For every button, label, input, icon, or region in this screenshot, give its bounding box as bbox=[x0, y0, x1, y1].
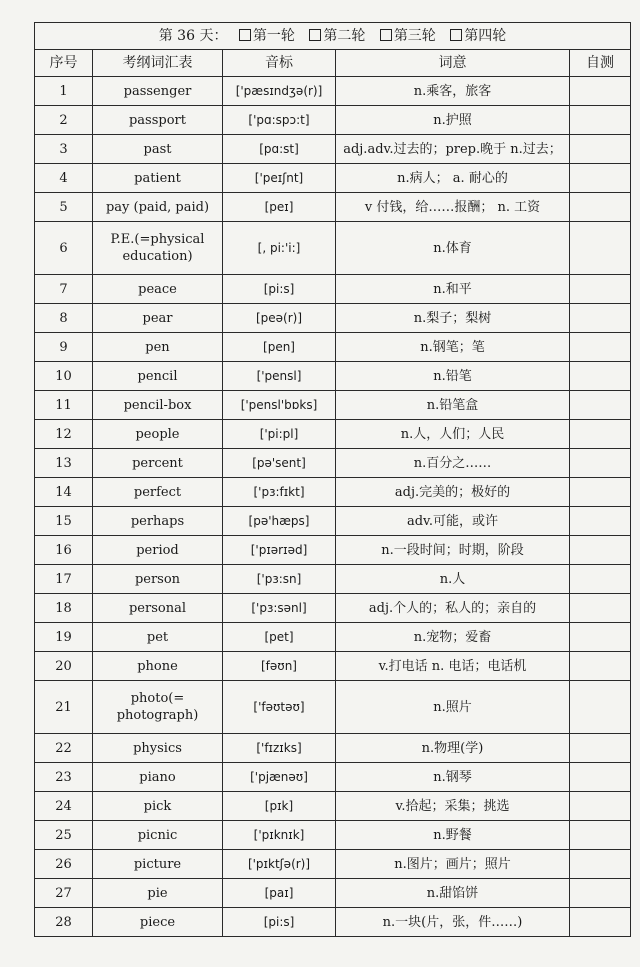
row-phonetic: [pet] bbox=[223, 623, 336, 652]
header-self-test: 自测 bbox=[570, 50, 631, 77]
row-number: 16 bbox=[35, 536, 93, 565]
table-row bbox=[35, 594, 631, 623]
table-row bbox=[35, 420, 631, 449]
row-self-test[interactable] bbox=[570, 362, 631, 391]
row-self-test[interactable] bbox=[570, 594, 631, 623]
vocabulary-sheet bbox=[34, 22, 630, 937]
row-word: passport bbox=[93, 106, 223, 135]
row-phonetic: ['pensl] bbox=[223, 362, 336, 391]
table-row bbox=[35, 77, 631, 106]
row-meaning: adj.个人的；私人的；亲自的 bbox=[336, 594, 570, 623]
row-number: 3 bbox=[35, 135, 93, 164]
row-phonetic: ['pɜ:fɪkt] bbox=[223, 478, 336, 507]
row-phonetic: ['pi:pl] bbox=[223, 420, 336, 449]
table-row bbox=[35, 304, 631, 333]
row-meaning: adj.完美的；极好的 bbox=[336, 478, 570, 507]
table-row bbox=[35, 879, 631, 908]
row-phonetic: [peɪ] bbox=[223, 193, 336, 222]
row-word: perfect bbox=[93, 478, 223, 507]
row-number: 2 bbox=[35, 106, 93, 135]
row-word: phone bbox=[93, 652, 223, 681]
table-row bbox=[35, 106, 631, 135]
row-phonetic: ['peɪʃnt] bbox=[223, 164, 336, 193]
row-word: past bbox=[93, 135, 223, 164]
row-number: 7 bbox=[35, 275, 93, 304]
row-word: period bbox=[93, 536, 223, 565]
table-row bbox=[35, 792, 631, 821]
row-self-test[interactable] bbox=[570, 275, 631, 304]
table-row bbox=[35, 391, 631, 420]
row-meaning: n.物理(学) bbox=[336, 734, 570, 763]
row-word: pie bbox=[93, 879, 223, 908]
row-word: person bbox=[93, 565, 223, 594]
row-phonetic: [pi:s] bbox=[223, 275, 336, 304]
row-phonetic: [pɑ:st] bbox=[223, 135, 336, 164]
row-self-test[interactable] bbox=[570, 763, 631, 792]
table-row bbox=[35, 652, 631, 681]
row-number: 21 bbox=[35, 681, 93, 734]
row-phonetic: [paɪ] bbox=[223, 879, 336, 908]
row-phonetic: ['pɑ:spɔ:t] bbox=[223, 106, 336, 135]
row-word: pet bbox=[93, 623, 223, 652]
row-word: pen bbox=[93, 333, 223, 362]
row-self-test[interactable] bbox=[570, 850, 631, 879]
table-row bbox=[35, 623, 631, 652]
header-row bbox=[35, 50, 631, 77]
row-self-test[interactable] bbox=[570, 792, 631, 821]
row-meaning: n.乘客，旅客 bbox=[336, 77, 570, 106]
row-word: physics bbox=[93, 734, 223, 763]
row-word: personal bbox=[93, 594, 223, 623]
row-number: 5 bbox=[35, 193, 93, 222]
row-phonetic: [pɪk] bbox=[223, 792, 336, 821]
row-self-test[interactable] bbox=[570, 623, 631, 652]
row-self-test[interactable] bbox=[570, 420, 631, 449]
row-number: 12 bbox=[35, 420, 93, 449]
row-self-test[interactable] bbox=[570, 135, 631, 164]
row-meaning: n.梨子；梨树 bbox=[336, 304, 570, 333]
table-row bbox=[35, 507, 631, 536]
row-meaning: n.铅笔盒 bbox=[336, 391, 570, 420]
row-meaning: n.钢琴 bbox=[336, 763, 570, 792]
row-self-test[interactable] bbox=[570, 391, 631, 420]
row-phonetic: ['pɪknɪk] bbox=[223, 821, 336, 850]
row-phonetic: ['pɜ:sn] bbox=[223, 565, 336, 594]
row-self-test[interactable] bbox=[570, 478, 631, 507]
row-meaning: n.体育 bbox=[336, 222, 570, 275]
table-title bbox=[35, 23, 631, 50]
round-checkbox-1[interactable]: 第一轮 bbox=[239, 28, 295, 44]
row-meaning: n.护照 bbox=[336, 106, 570, 135]
row-number: 27 bbox=[35, 879, 93, 908]
row-meaning: adj.adv.过去的；prep.晚于 n.过去； bbox=[336, 135, 570, 164]
table-row bbox=[35, 362, 631, 391]
row-number: 4 bbox=[35, 164, 93, 193]
header-word: 考纲词汇表 bbox=[93, 50, 223, 77]
row-number: 17 bbox=[35, 565, 93, 594]
row-self-test[interactable] bbox=[570, 304, 631, 333]
header-meaning: 词意 bbox=[336, 50, 570, 77]
table-row bbox=[35, 135, 631, 164]
row-self-test[interactable] bbox=[570, 449, 631, 478]
round-checkbox-3[interactable]: 第三轮 bbox=[380, 28, 436, 44]
row-meaning: n.宠物；爱畜 bbox=[336, 623, 570, 652]
row-meaning: n.钢笔；笔 bbox=[336, 333, 570, 362]
table-body bbox=[35, 77, 631, 937]
row-number: 9 bbox=[35, 333, 93, 362]
row-self-test[interactable] bbox=[570, 879, 631, 908]
table-row bbox=[35, 478, 631, 507]
row-meaning: n.一段时间；时期，阶段 bbox=[336, 536, 570, 565]
row-phonetic: ['pæsɪndʒə(r)] bbox=[223, 77, 336, 106]
row-meaning: n.照片 bbox=[336, 681, 570, 734]
table-row bbox=[35, 536, 631, 565]
row-word: pay (paid, paid) bbox=[93, 193, 223, 222]
row-word: pick bbox=[93, 792, 223, 821]
row-meaning: v 付钱，给……报酬； n. 工资 bbox=[336, 193, 570, 222]
table-row bbox=[35, 681, 631, 734]
row-word: passenger bbox=[93, 77, 223, 106]
row-phonetic: [peə(r)] bbox=[223, 304, 336, 333]
row-word: piece bbox=[93, 908, 223, 937]
header-ipa: 音标 bbox=[223, 50, 336, 77]
row-meaning: n.图片；画片；照片 bbox=[336, 850, 570, 879]
row-meaning: adv.可能，或许 bbox=[336, 507, 570, 536]
row-meaning: n.百分之…… bbox=[336, 449, 570, 478]
row-self-test[interactable] bbox=[570, 164, 631, 193]
row-number: 13 bbox=[35, 449, 93, 478]
table-row bbox=[35, 850, 631, 879]
table-row bbox=[35, 333, 631, 362]
day-label: 第 36 天： bbox=[158, 27, 228, 44]
row-number: 19 bbox=[35, 623, 93, 652]
row-meaning: n.和平 bbox=[336, 275, 570, 304]
row-phonetic: [pə'sent] bbox=[223, 449, 336, 478]
row-self-test[interactable] bbox=[570, 77, 631, 106]
row-word: pencil bbox=[93, 362, 223, 391]
table-row bbox=[35, 908, 631, 937]
row-number: 15 bbox=[35, 507, 93, 536]
row-self-test[interactable] bbox=[570, 536, 631, 565]
row-meaning: v.打电话 n. 电话；电话机 bbox=[336, 652, 570, 681]
row-word: photo(= photograph) bbox=[93, 681, 223, 734]
row-self-test[interactable] bbox=[570, 222, 631, 275]
row-self-test[interactable] bbox=[570, 333, 631, 362]
table-row bbox=[35, 565, 631, 594]
checkbox-icon bbox=[450, 29, 462, 41]
row-self-test[interactable] bbox=[570, 565, 631, 594]
checkbox-icon bbox=[380, 29, 392, 41]
row-number: 20 bbox=[35, 652, 93, 681]
row-word: picture bbox=[93, 850, 223, 879]
row-self-test[interactable] bbox=[570, 507, 631, 536]
row-phonetic: ['fəʊtəʊ] bbox=[223, 681, 336, 734]
row-phonetic: ['pjænəʊ] bbox=[223, 763, 336, 792]
row-number: 25 bbox=[35, 821, 93, 850]
table-row bbox=[35, 821, 631, 850]
row-word: picnic bbox=[93, 821, 223, 850]
row-meaning: n.铅笔 bbox=[336, 362, 570, 391]
checkbox-icon bbox=[239, 29, 251, 41]
row-phonetic: ['pɪərɪəd] bbox=[223, 536, 336, 565]
row-phonetic: [, pi:'i:] bbox=[223, 222, 336, 275]
row-word: patient bbox=[93, 164, 223, 193]
row-number: 26 bbox=[35, 850, 93, 879]
row-word: pear bbox=[93, 304, 223, 333]
row-word: P.E.(=physical education) bbox=[93, 222, 223, 275]
table-row bbox=[35, 193, 631, 222]
row-word: people bbox=[93, 420, 223, 449]
row-number: 14 bbox=[35, 478, 93, 507]
row-number: 24 bbox=[35, 792, 93, 821]
header-num: 序号 bbox=[35, 50, 93, 77]
table-row bbox=[35, 164, 631, 193]
row-meaning: n.人，人们；人民 bbox=[336, 420, 570, 449]
table-row bbox=[35, 763, 631, 792]
row-word: perhaps bbox=[93, 507, 223, 536]
row-phonetic: ['pɜ:sənl] bbox=[223, 594, 336, 623]
row-meaning: n.一块(片，张，件……) bbox=[336, 908, 570, 937]
row-phonetic: [pi:s] bbox=[223, 908, 336, 937]
table-row bbox=[35, 222, 631, 275]
row-word: peace bbox=[93, 275, 223, 304]
row-number: 22 bbox=[35, 734, 93, 763]
round-checkbox-4[interactable]: 第四轮 bbox=[450, 28, 506, 44]
row-number: 11 bbox=[35, 391, 93, 420]
row-self-test[interactable] bbox=[570, 821, 631, 850]
row-word: piano bbox=[93, 763, 223, 792]
table-row bbox=[35, 275, 631, 304]
row-meaning: v.拾起；采集；挑选 bbox=[336, 792, 570, 821]
row-self-test[interactable] bbox=[570, 652, 631, 681]
round-checkbox-2[interactable]: 第二轮 bbox=[309, 28, 365, 44]
row-self-test[interactable] bbox=[570, 106, 631, 135]
row-number: 28 bbox=[35, 908, 93, 937]
row-phonetic: ['pɪktʃə(r)] bbox=[223, 850, 336, 879]
table-row bbox=[35, 449, 631, 478]
row-phonetic: ['fɪzɪks] bbox=[223, 734, 336, 763]
row-meaning: n.甜馅饼 bbox=[336, 879, 570, 908]
row-phonetic: [fəʊn] bbox=[223, 652, 336, 681]
row-phonetic: [pen] bbox=[223, 333, 336, 362]
row-number: 8 bbox=[35, 304, 93, 333]
row-number: 1 bbox=[35, 77, 93, 106]
row-meaning: n.病人； a. 耐心的 bbox=[336, 164, 570, 193]
row-word: percent bbox=[93, 449, 223, 478]
row-number: 18 bbox=[35, 594, 93, 623]
row-self-test[interactable] bbox=[570, 193, 631, 222]
row-word: pencil-box bbox=[93, 391, 223, 420]
row-meaning: n.人 bbox=[336, 565, 570, 594]
row-number: 23 bbox=[35, 763, 93, 792]
row-self-test[interactable] bbox=[570, 681, 631, 734]
row-meaning: n.野餐 bbox=[336, 821, 570, 850]
row-self-test[interactable] bbox=[570, 734, 631, 763]
checkbox-icon bbox=[309, 29, 321, 41]
row-number: 6 bbox=[35, 222, 93, 275]
row-phonetic: ['pensl'bɒks] bbox=[223, 391, 336, 420]
row-number: 10 bbox=[35, 362, 93, 391]
table-row bbox=[35, 734, 631, 763]
row-phonetic: [pə'hæps] bbox=[223, 507, 336, 536]
vocabulary-table bbox=[34, 22, 631, 937]
row-self-test[interactable] bbox=[570, 908, 631, 937]
